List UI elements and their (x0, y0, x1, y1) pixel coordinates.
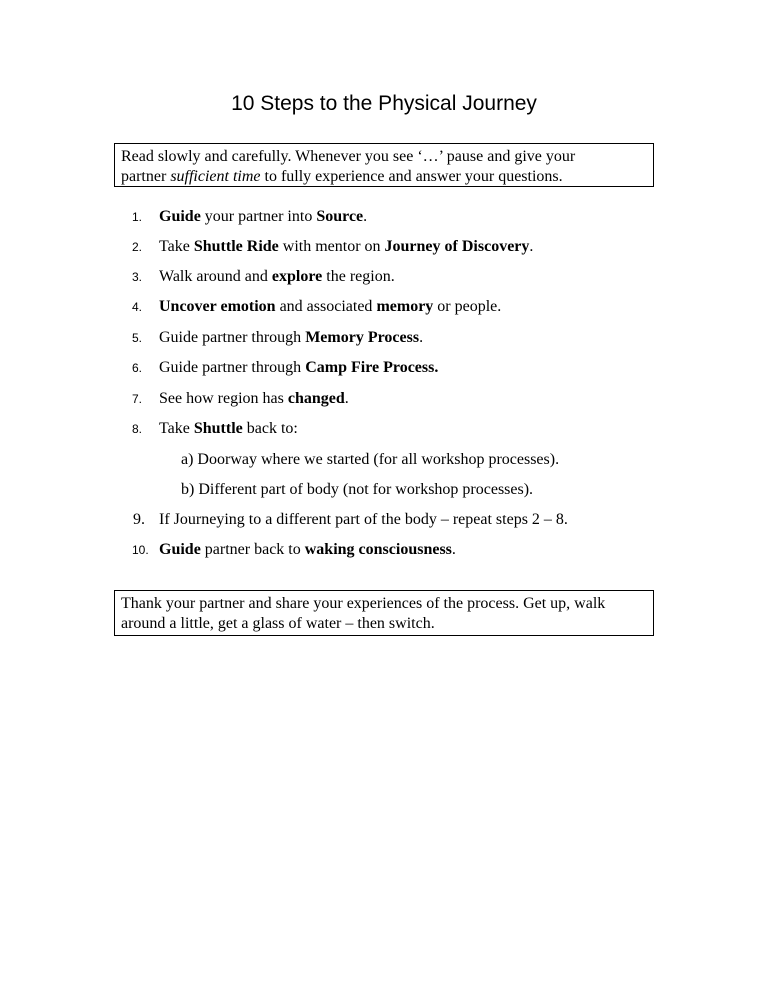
step-bold: memory (376, 298, 434, 315)
substep-item: b) Different part of body (not for workshop processes). (181, 481, 534, 498)
step-number: 2. (132, 240, 143, 254)
step-text: If Journeying to a different part of the body – repeat steps 2 – 8. (159, 511, 568, 528)
step-text: Take (159, 238, 194, 255)
step-text: . (344, 390, 349, 407)
step-text: . (529, 238, 534, 255)
step-text: or people. (433, 298, 502, 315)
step-bold: Camp Fire Process. (305, 359, 439, 376)
page-title: 10 Steps to the Physical Journey (231, 92, 537, 115)
step-number: 7. (132, 392, 143, 406)
step-text: . (419, 329, 424, 346)
step-text: back to: (242, 420, 298, 437)
step-bold: Shuttle (193, 420, 243, 437)
step-bold: waking consciousness (304, 541, 452, 558)
step-bold: Shuttle Ride (193, 238, 279, 255)
step-text: partner back to (200, 541, 305, 558)
step-bold: Guide (159, 541, 201, 558)
step-number: 9. (133, 511, 145, 528)
closing-text: Thank your partner and share your experiences of the process. Get up, walk around a little, get a glass of water – then switch. (121, 595, 606, 632)
step-text: Guide partner through (159, 329, 306, 346)
step-number: 1. (132, 210, 143, 224)
step-bold: Source (316, 208, 364, 225)
step-text: the region. (322, 268, 395, 285)
step-bold: Guide (159, 208, 201, 225)
step-text: with mentor on (278, 238, 385, 255)
step-text: Walk around and (159, 268, 272, 285)
intro-emphasis: sufficient time (170, 168, 261, 185)
step-text: Take (159, 420, 194, 437)
step-text: . (363, 208, 368, 225)
step-bold: Journey of Discovery (384, 238, 530, 255)
step-text: . (451, 541, 456, 558)
closing-box (114, 590, 654, 636)
step-bold: Memory Process (305, 329, 420, 346)
step-text: See how region has (159, 390, 288, 407)
step-number: 10. (132, 543, 149, 557)
step-bold: changed (287, 390, 345, 407)
step-text: and associated (275, 298, 377, 315)
step-bold: Uncover emotion (159, 298, 276, 315)
step-number: 8. (132, 422, 143, 436)
step-text: Guide partner through (159, 359, 306, 376)
step-number: 4. (132, 300, 143, 314)
intro-box (114, 143, 654, 187)
intro-text-3: to fully experience and answer your questions. (260, 168, 563, 185)
step-number: 3. (132, 270, 143, 284)
substep-item: a) Doorway where we started (for all workshop processes). (181, 451, 560, 468)
step-number: 6. (132, 361, 143, 375)
step-bold: explore (271, 268, 323, 285)
step-number: 5. (132, 331, 143, 345)
intro-text-2: partner (121, 168, 171, 185)
intro-text: Read slowly and carefully. Whenever you see ‘…’ pause and give your (121, 148, 576, 165)
step-text: your partner into (200, 208, 317, 225)
